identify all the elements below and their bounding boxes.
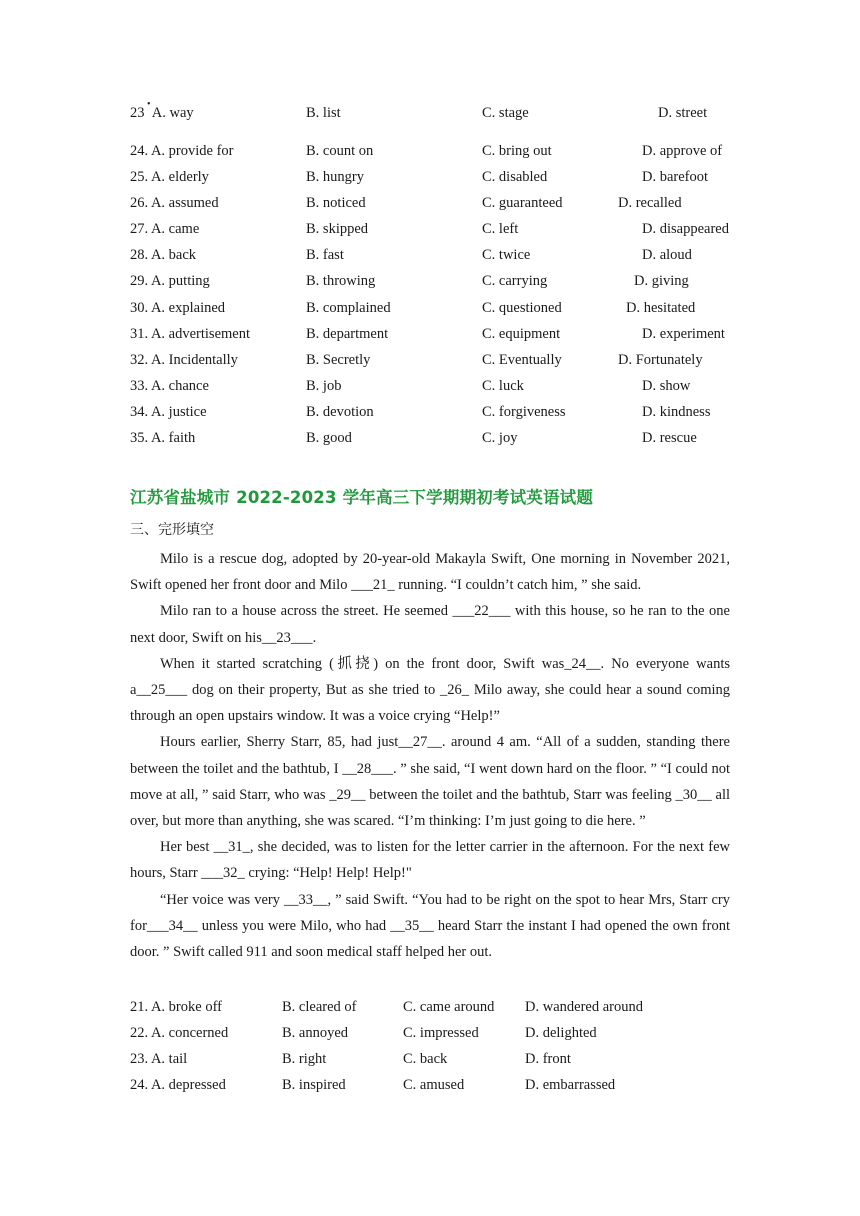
option-a: A. explained <box>150 299 226 316</box>
option-b: B. annoyed <box>282 1025 349 1042</box>
option-row <box>130 295 750 321</box>
question-number: 27. <box>130 221 149 238</box>
option-b: B. skipped <box>306 221 369 238</box>
options-table-part1 <box>130 100 750 451</box>
paragraph: When it started scratching (抓挠) on the front door, Swift was_24__. No everyone wants a__25___ dog on their property, But as she tried to _26_ Milo away, she could hear a sound coming through an open upstairs window. It was a voice crying “Help!” <box>130 655 730 725</box>
option-c: C. luck <box>482 377 524 394</box>
option-a-with-number <box>130 425 195 451</box>
question-number: 23. <box>130 1051 149 1068</box>
paragraph: “Her voice was very __33__, ” said Swift. “You had to be right on the spot to hear Mrs, Starr cry for___34__ unless you were Milo, who had __35__ heard Starr the instant I had opened the own front door. ” Swift called 911 and soon medical staff helped her out. <box>130 891 730 961</box>
question-number: 33. <box>130 377 149 394</box>
option-a-with-number <box>130 295 225 321</box>
paragraph: Milo is a rescue dog, adopted by 20-year-old Makayla Swift, One morning in November 2021, Swift opened her front door and Milo ___21_ running. “I couldn’t catch him, ” she said. <box>130 551 730 594</box>
question-number: 24. <box>130 143 149 159</box>
option-b: B. devotion <box>306 403 374 420</box>
option-b: B. hungry <box>306 169 364 186</box>
option-c: C. twice <box>482 247 531 264</box>
option-a-with-number <box>130 373 209 399</box>
option-b: B. throwing <box>306 273 376 290</box>
option-b: B. good <box>306 430 352 447</box>
option-c: C. joy <box>482 430 518 447</box>
option-row <box>130 190 750 216</box>
option-a: A. way <box>151 105 194 121</box>
option-c: C. questioned <box>482 299 562 316</box>
option-c: C. disabled <box>482 169 548 186</box>
question-number: 28. <box>130 247 149 264</box>
option-c: C. amused <box>403 1077 465 1094</box>
option-b: B. noticed <box>306 195 366 212</box>
option-a-with-number <box>130 321 250 347</box>
option-a: A. faith <box>150 430 196 447</box>
option-c: C. left <box>482 221 519 238</box>
option-d: D. show <box>642 377 691 394</box>
paragraph: Hours earlier, Sherry Starr, 85, had just__27__. around 4 am. “All of a sudden, standing there between the toilet and the bathtub, I __28___. ” she said, “I went down hard on the floor. ” “I could not move at all, ” said Starr, who was _29__ between the toilet and the bathtub, Starr was feeling _30__ all over, but more than anything, she was scared. “I’m thinking: I’m just going to die here. ” <box>130 734 730 830</box>
option-row <box>130 425 750 451</box>
question-number: 30. <box>130 299 149 316</box>
option-c: C. carrying <box>482 273 548 290</box>
option-a: A. depressed <box>150 1077 226 1094</box>
section-heading: 三、完形填空 <box>130 522 214 538</box>
option-d: D. street <box>658 105 708 121</box>
cloze-passage <box>130 546 730 965</box>
option-c: C. back <box>403 1051 448 1068</box>
question-number: 34. <box>130 403 149 420</box>
option-a-with-number <box>130 216 199 242</box>
option-a: A. came <box>150 221 200 238</box>
option-d: D. experiment <box>642 325 725 342</box>
question-number: 29. <box>130 273 149 290</box>
option-row <box>130 268 750 294</box>
option-row <box>130 347 750 373</box>
exam-title: 江苏省盐城市 2022-2023 学年高三下学期期初考试英语试题 <box>130 488 594 507</box>
option-c: C. forgiveness <box>482 403 566 420</box>
dot-mark: • <box>147 99 151 110</box>
option-c: C. came around <box>403 999 495 1015</box>
option-row <box>130 399 750 425</box>
option-b: B. right <box>282 1051 327 1068</box>
question-number: 32. <box>130 351 149 368</box>
option-a: A. advertisement <box>150 325 251 342</box>
option-b: B. job <box>306 377 342 394</box>
option-a-with-number <box>130 268 210 294</box>
option-row <box>130 1072 750 1098</box>
question-number: 22. <box>130 1025 149 1042</box>
option-row <box>130 321 750 347</box>
option-b: B. department <box>306 325 389 342</box>
option-d: D. front <box>525 1051 571 1068</box>
option-c: C. Eventually <box>482 351 562 368</box>
option-d: D. approve of <box>642 143 723 159</box>
question-number: 25. <box>130 169 149 186</box>
option-d: D. barefoot <box>642 169 709 186</box>
options-table-part2 <box>130 994 750 1098</box>
option-d: D. rescue <box>642 430 697 447</box>
option-a: A. provide for <box>150 143 234 159</box>
option-c: C. impressed <box>403 1025 479 1042</box>
option-a-with-number <box>130 347 238 373</box>
option-row <box>130 994 750 1020</box>
option-a-with-number <box>130 164 209 190</box>
option-row <box>130 138 750 164</box>
option-c: C. bring out <box>482 143 552 159</box>
option-d: D. giving <box>634 273 689 290</box>
option-b: B. count on <box>306 143 374 159</box>
option-d: D. embarrassed <box>525 1077 616 1094</box>
option-a-with-number <box>130 138 234 164</box>
option-a: A. Incidentally <box>150 351 238 368</box>
option-c: C. guaranteed <box>482 195 563 212</box>
option-d: D. kindness <box>642 403 711 420</box>
question-number: 35. <box>130 430 149 447</box>
option-b: B. fast <box>306 247 344 264</box>
option-a-with-number <box>130 242 196 268</box>
option-b: B. inspired <box>282 1077 346 1094</box>
option-row <box>130 164 750 190</box>
option-row <box>130 100 750 138</box>
option-a: A. broke off <box>150 999 222 1015</box>
option-d: D. delighted <box>525 1025 597 1042</box>
question-number: 21. <box>130 999 149 1015</box>
option-a-with-number <box>130 190 219 216</box>
option-a: A. assumed <box>150 195 219 212</box>
option-a: A. concerned <box>150 1025 229 1042</box>
option-row <box>130 1046 750 1072</box>
option-d: D. aloud <box>642 247 692 264</box>
option-row <box>130 1020 750 1046</box>
option-a: A. tail <box>150 1051 188 1068</box>
question-number: 31. <box>130 325 149 342</box>
option-d: D. Fortunately <box>618 351 703 368</box>
option-b: B. list <box>306 105 341 121</box>
option-b: B. Secretly <box>306 351 371 368</box>
option-a: A. chance <box>150 377 209 394</box>
option-a: A. back <box>150 247 197 264</box>
paragraph: Her best __31_, she decided, was to listen for the letter carrier in the afternoon. For the next few hours, Starr ___32_ crying: “Help! Help! Help!" <box>130 839 730 882</box>
paragraph: Milo ran to a house across the street. He seemed ___22___ with this house, so he ran to the one next door, Swift on his__23___. <box>130 603 730 646</box>
option-a: A. putting <box>150 273 210 290</box>
option-b: B. cleared of <box>282 999 357 1015</box>
option-a-with-number <box>130 399 207 425</box>
question-number: 24. <box>130 1077 149 1094</box>
option-d: D. recalled <box>618 195 682 212</box>
question-number: 23 <box>130 105 145 121</box>
option-row <box>130 216 750 242</box>
option-row <box>130 373 750 399</box>
option-a: A. justice <box>150 403 207 420</box>
option-d: D. hesitated <box>626 299 696 316</box>
question-number: 26. <box>130 195 149 212</box>
option-row <box>130 242 750 268</box>
option-a: A. elderly <box>150 169 209 186</box>
option-b: B. complained <box>306 299 391 316</box>
option-d: D. disappeared <box>642 221 729 238</box>
option-c: C. stage <box>482 105 529 121</box>
option-c: C. equipment <box>482 325 561 342</box>
option-d: D. wandered around <box>525 999 643 1015</box>
